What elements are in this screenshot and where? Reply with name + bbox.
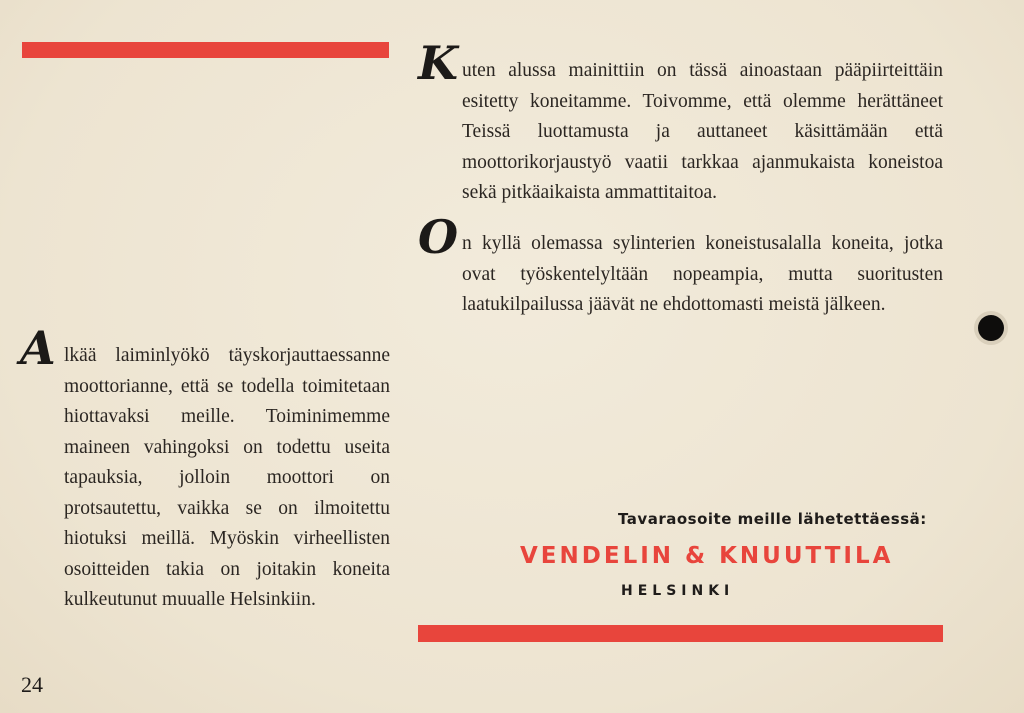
binding-hole	[978, 315, 1004, 341]
drop-cap-k: K	[418, 36, 458, 90]
company-city: HELSINKI	[621, 583, 735, 599]
drop-cap-o: O	[418, 210, 459, 264]
paragraph-main-text: uten alussa mainittiin on tässä ainoastaan pääpiirteittäin esitetty koneitamme. Toivomme, että olemme herättäneet Teissä luottamusta ja auttaneet käsittämään että moottorikorjaustyö vaatii tarkkaa ajanmukaista koneistoa sekä pitkäaikaista ammattitaitoa.	[462, 60, 943, 203]
paragraph-warning: lkää laiminlyökö täyskorjauttaessanne moottorianne, että se todella toimitetaan hiottavaksi meille. Toiminimemme maineen vahingoksi on todettu useita tapauksia, jolloin moottori on protsautettu, vaikka se on ilmoitettu hiotuksi meillä. Myöskin virheellisten osoitteiden takia on joitakin koneita kulkeutunut muualle Helsinkiin.	[64, 345, 390, 610]
company-name: VENDELIN & KNUUTTILA	[520, 543, 894, 569]
bottom-red-rule	[418, 625, 943, 642]
shipping-address-label: Tavaraosoite meille lähetettäessä:	[618, 510, 927, 528]
paragraph-competitors: n kyllä olemassa sylinterien koneistusalalla koneita, jotka ovat työskentelyltään nopeampia, mutta suoritusten laatukilpailussa jäävät ne ehdottomasti meistä jälkeen.	[462, 233, 943, 315]
page-number: 24	[21, 672, 43, 697]
top-red-rule	[22, 42, 389, 58]
drop-cap-a: A	[20, 321, 56, 375]
